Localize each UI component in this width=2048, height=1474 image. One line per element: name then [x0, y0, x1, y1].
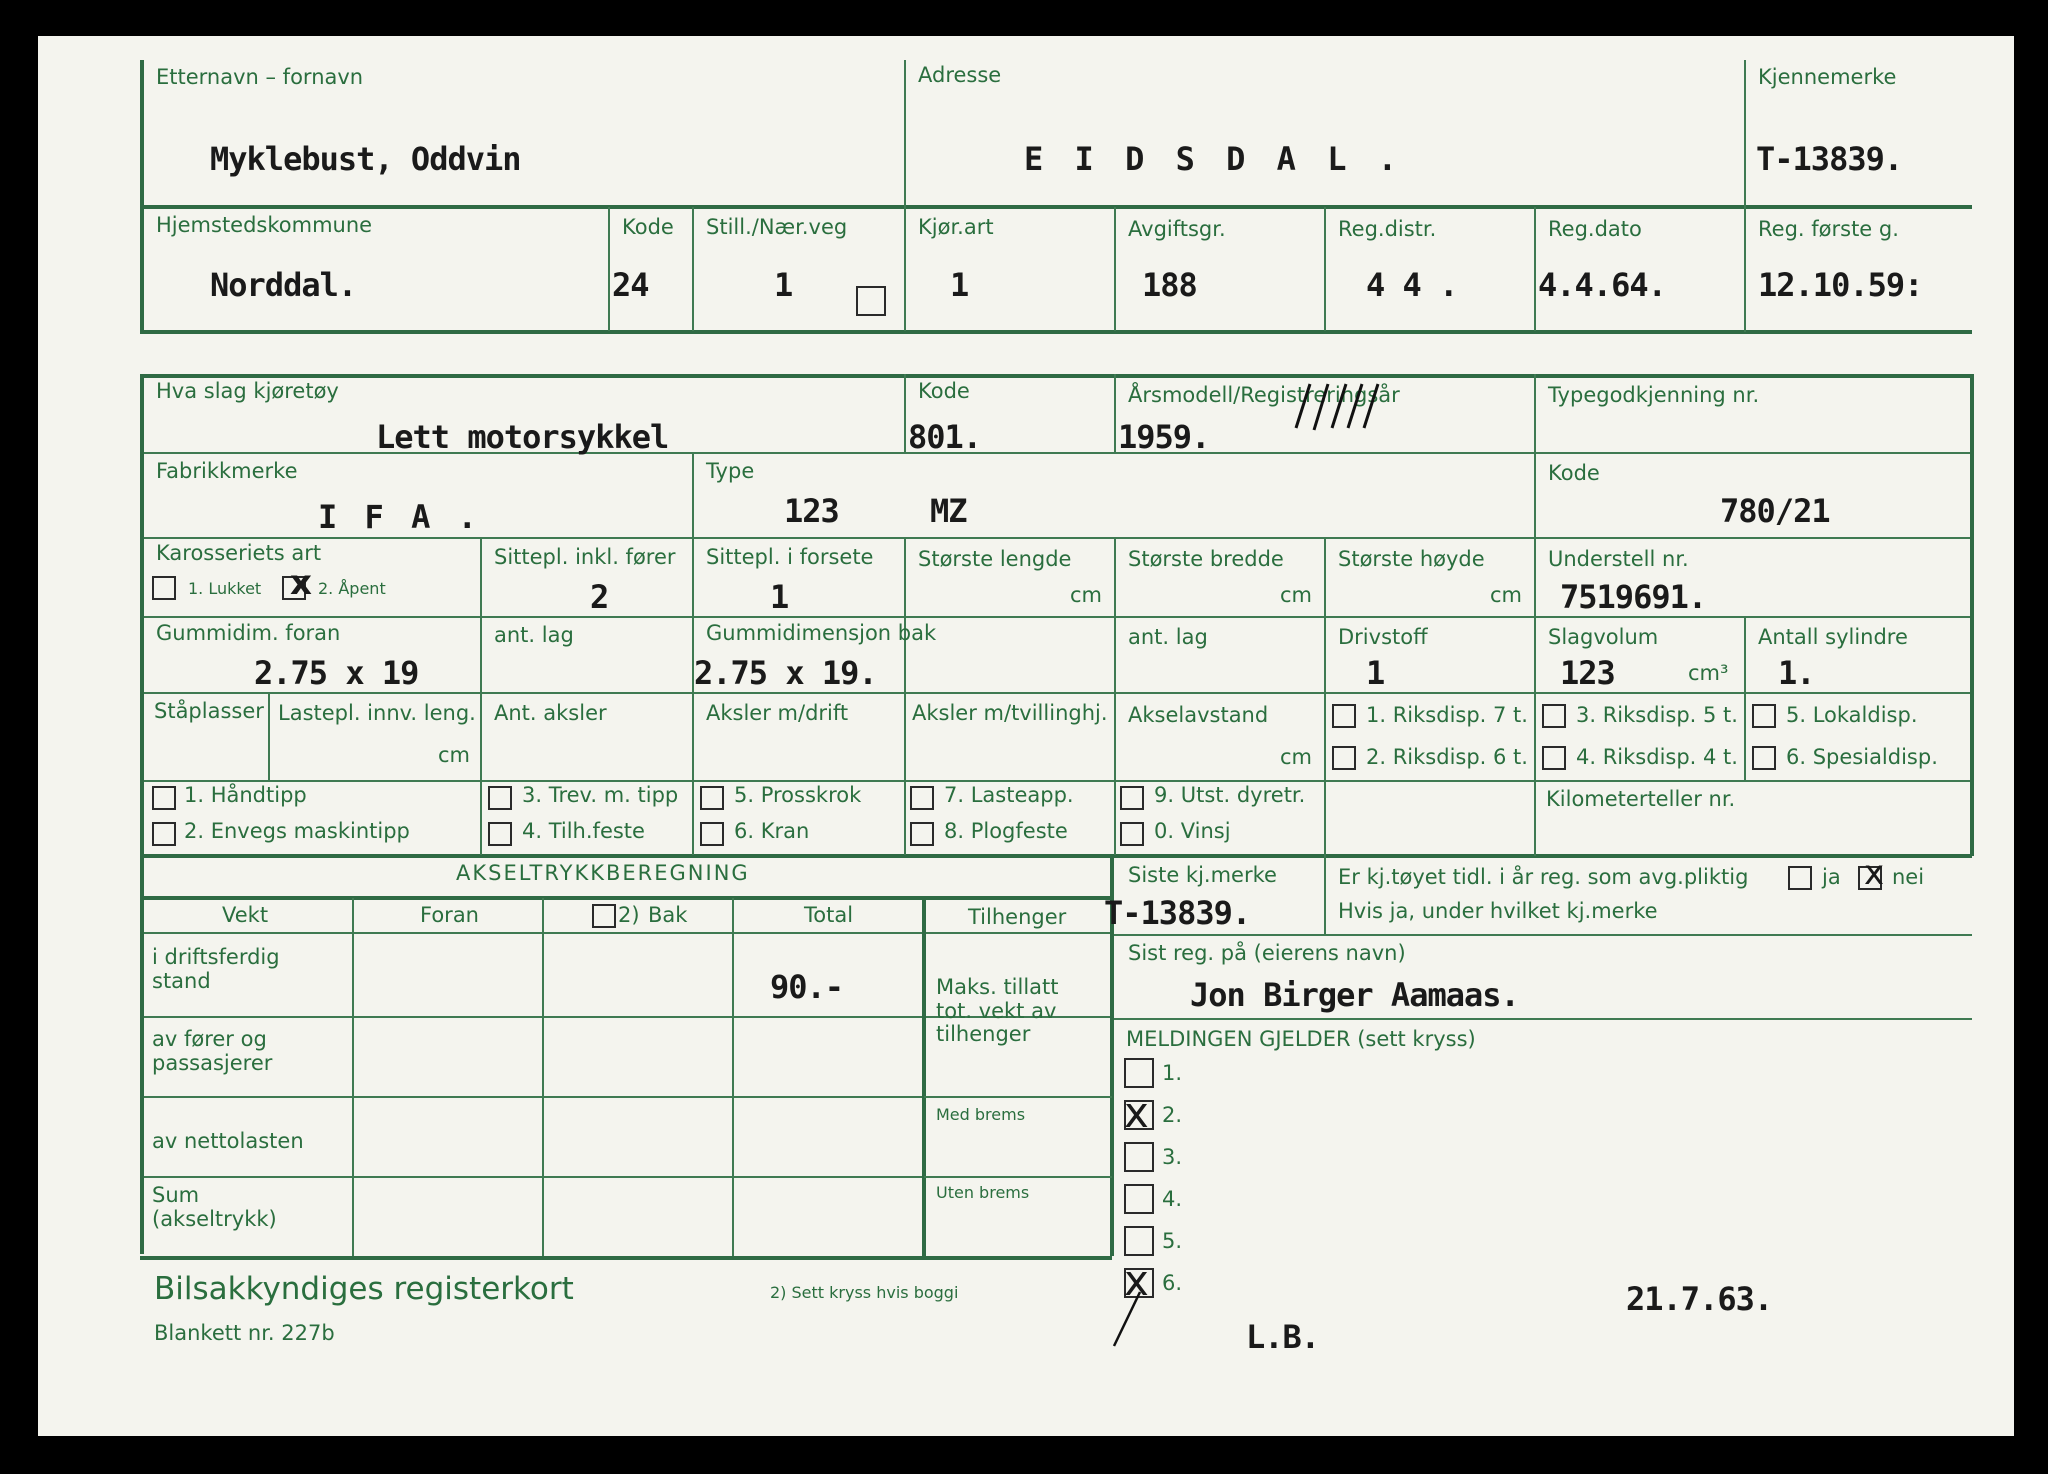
- riks6-checkbox[interactable]: [1752, 746, 1776, 770]
- vrule-still: [692, 207, 694, 331]
- volume-unit: cm³: [1688, 661, 1729, 685]
- rule-top: [140, 205, 1972, 209]
- row-running-order: i driftsferdig stand: [152, 945, 280, 993]
- rear-tyre-value: 2.75 x 19.: [694, 654, 877, 692]
- equip8-label: 8. Plogfeste: [944, 819, 1068, 843]
- regdato-label: Reg.dato: [1548, 217, 1642, 241]
- rule-right-siste: [1110, 934, 1972, 936]
- initials: L.B.: [1246, 1318, 1320, 1356]
- rule-table-top: [140, 896, 1112, 900]
- equip3-label: 3. Trev. m. tipp: [522, 783, 679, 807]
- equip3-checkbox[interactable]: [488, 786, 512, 810]
- vrule-left-top: [140, 60, 144, 332]
- riks1-checkbox[interactable]: [1332, 704, 1356, 728]
- vrule-v-typegod: [1534, 374, 1536, 856]
- col-weight: Vekt: [222, 903, 269, 927]
- message1-label: 1.: [1162, 1061, 1183, 1085]
- equip5-checkbox[interactable]: [700, 786, 724, 810]
- rule-tyres-bottom: [140, 692, 1972, 694]
- vrule-v-kode: [904, 374, 906, 454]
- vrule-regdato: [1534, 207, 1536, 331]
- vrule-stap: [268, 692, 270, 782]
- rule-table-bottom: [140, 1256, 1112, 1260]
- vrule-t4: [922, 898, 926, 1256]
- vrule-regdistr: [1324, 207, 1326, 331]
- col-total: Total: [804, 903, 854, 927]
- front-tyre-value: 2.75 x 19: [254, 654, 419, 692]
- plate-value: T-13839.: [1756, 140, 1903, 178]
- kind-code-value: 801.: [908, 418, 982, 456]
- cylinders-label: Antall sylindre: [1758, 625, 1908, 649]
- type-value-2: MZ: [930, 492, 967, 530]
- first-reg-label: Reg. første g.: [1758, 217, 1899, 241]
- equip1-label: 1. Håndtipp: [184, 783, 307, 807]
- name-label: Etternavn – fornavn: [156, 65, 364, 89]
- vrule-plate: [1744, 60, 1746, 332]
- rule-axles-bottom: [140, 780, 1972, 782]
- length-unit: cm: [1070, 583, 1103, 607]
- message2-label: 2.: [1162, 1103, 1183, 1127]
- message3-checkbox[interactable]: [1124, 1142, 1154, 1172]
- rule-trailer-nobrake: [924, 1176, 1112, 1178]
- col-front: Foran: [420, 903, 479, 927]
- standing-label: Ståplasser: [154, 699, 264, 723]
- plate-label: Kjennemerke: [1758, 65, 1897, 89]
- equip4-label: 4. Tilh.feste: [522, 819, 645, 843]
- rear-tyre-label: Gummidimensjon bak: [706, 621, 937, 645]
- length-label: Største lengde: [918, 547, 1072, 571]
- equip8-checkbox[interactable]: [910, 822, 934, 846]
- year-label: Årsmodell/Registreringsår: [1128, 383, 1400, 407]
- vrule-t1: [352, 898, 354, 1256]
- closed-label: 1. Lukket: [188, 579, 262, 598]
- wheelbase-label: Akselavstand: [1128, 703, 1269, 727]
- equip6-checkbox[interactable]: [700, 822, 724, 846]
- equip0-checkbox[interactable]: [1120, 822, 1144, 846]
- kind-value: Lett motorsykkel: [376, 418, 669, 456]
- type-label: Type: [706, 459, 755, 483]
- register-card: [38, 36, 2014, 1436]
- riks2-label: 2. Riksdisp. 6 t.: [1366, 745, 1528, 769]
- message2-mark: x: [1124, 1088, 1149, 1137]
- first-reg-value: 12.10.59:: [1758, 266, 1923, 304]
- bogie-checkbox[interactable]: [592, 904, 616, 928]
- kind-code-label: Kode: [918, 379, 970, 403]
- trailer-brake: Med brems: [936, 1105, 1026, 1124]
- trailer-max: Maks. tillatt tot. vekt av tilhenger: [936, 975, 1059, 1047]
- front-seats-label: Sittepl. i forsete: [706, 545, 874, 569]
- kjorart-label: Kjør.art: [918, 215, 994, 239]
- municipality-value: Norddal.: [210, 266, 357, 304]
- still-value: 1: [774, 266, 793, 304]
- rule-trailer-brake: [924, 1096, 1112, 1098]
- message-label: MELDINGEN GJELDER (sett kryss): [1126, 1027, 1476, 1051]
- vrule-b3: [904, 537, 906, 855]
- address-label: Adresse: [918, 63, 1002, 87]
- message5-checkbox[interactable]: [1124, 1226, 1154, 1256]
- equip1-checkbox[interactable]: [152, 786, 176, 810]
- seats-label: Sittepl. inkl. fører: [494, 545, 676, 569]
- vrule-b4: [1114, 537, 1116, 855]
- width-unit: cm: [1280, 583, 1313, 607]
- vrule-t2: [542, 898, 544, 1256]
- row-driver-pass: av fører og passasjerer: [152, 1027, 273, 1075]
- closed-checkbox[interactable]: [152, 576, 176, 600]
- card-date: 21.7.63.: [1626, 1280, 1773, 1318]
- still-checkbox[interactable]: [856, 286, 886, 316]
- height-unit: cm: [1490, 583, 1523, 607]
- code-value: 24: [612, 266, 649, 304]
- make-value: I F A .: [318, 498, 481, 536]
- equip9-label: 9. Utst. dyretr.: [1154, 783, 1306, 807]
- prev-reg-question: Er kj.tøyet tidl. i år reg. som avg.pliktig: [1338, 865, 1749, 889]
- rule-table-header: [140, 932, 1112, 934]
- cylinders-value: 1.: [1778, 654, 1815, 692]
- last-owner-value: Jon Birger Aamaas.: [1190, 976, 1519, 1014]
- make-code-value: 780/21: [1720, 492, 1830, 530]
- riks4-label: 4. Riksdisp. 4 t.: [1576, 745, 1738, 769]
- avgift-label: Avgiftsgr.: [1128, 217, 1226, 241]
- prev-reg-question-2: Hvis ja, under hvilket kj.merke: [1338, 899, 1658, 923]
- fuel-label: Drivstoff: [1338, 625, 1428, 649]
- rule-row2-bottom: [140, 330, 1972, 334]
- avgift-value: 188: [1142, 266, 1197, 304]
- still-label: Still./Nær.veg: [706, 215, 848, 239]
- message3-label: 3.: [1162, 1145, 1183, 1169]
- message4-checkbox[interactable]: [1124, 1184, 1154, 1214]
- row-running-order-total: 90.-: [770, 968, 844, 1006]
- volume-label: Slagvolum: [1548, 625, 1659, 649]
- vrule-left-main: [140, 374, 144, 1254]
- chassis-label: Understell nr.: [1548, 547, 1689, 571]
- trailer-nobrake: Uten brems: [936, 1183, 1030, 1202]
- rule-vehicle-top: [140, 374, 1972, 378]
- vrule-right-edge: [1970, 374, 1974, 856]
- equip9-checkbox[interactable]: [1120, 786, 1144, 810]
- message6-mark: x: [1124, 1256, 1149, 1305]
- prev-reg-nei: nei: [1892, 865, 1925, 889]
- riks1-label: 1. Riksdisp. 7 t.: [1366, 703, 1528, 727]
- regdistr-label: Reg.distr.: [1338, 217, 1437, 241]
- address-value: E I D S D A L .: [1024, 140, 1403, 178]
- riks3-label: 3. Riksdisp. 5 t.: [1576, 703, 1738, 727]
- chassis-value: 7519691.: [1560, 578, 1707, 616]
- axle-calc-title: AKSELTRYKKBEREGNING: [456, 861, 750, 885]
- riks6-label: 6. Spesialdisp.: [1786, 745, 1938, 769]
- last-owner-label: Sist reg. på (eierens navn): [1128, 941, 1406, 965]
- front-seats-value: 1: [770, 578, 789, 616]
- bogie-note: 2) Sett kryss hvis boggi: [770, 1283, 959, 1302]
- form-number: Blankett nr. 227b: [154, 1321, 335, 1345]
- equip6-label: 6. Kran: [734, 819, 810, 843]
- message6-label: 6.: [1162, 1271, 1183, 1295]
- vrule-r-mid: [1324, 854, 1326, 936]
- kjorart-value: 1: [950, 266, 969, 304]
- wheelbase-unit: cm: [1280, 745, 1313, 769]
- open-checkbox-mark: x: [290, 563, 312, 603]
- equip0-label: 0. Vinsj: [1154, 819, 1231, 843]
- type-approval-label: Typegodkjenning nr.: [1548, 383, 1760, 407]
- vrule-avgift: [1114, 207, 1116, 331]
- kind-label: Hva slag kjøretøy: [156, 379, 339, 403]
- body-type-label: Karosseriets art: [156, 541, 322, 565]
- riks2-checkbox[interactable]: [1332, 746, 1356, 770]
- equip7-label: 7. Lasteapp.: [944, 783, 1074, 807]
- code-label: Kode: [622, 215, 674, 239]
- vrule-t3: [732, 898, 734, 1256]
- rule-body-bottom: [140, 616, 1972, 618]
- equip4-checkbox[interactable]: [488, 822, 512, 846]
- regdistr-value: 4 4 .: [1366, 266, 1458, 304]
- type-value: 123: [784, 492, 839, 530]
- message6-pen-stroke: [1108, 1290, 1148, 1350]
- last-plate-label: Siste kj.merke: [1128, 863, 1277, 887]
- vrule-kode: [608, 207, 610, 331]
- message4-label: 4.: [1162, 1187, 1183, 1211]
- axles-count-label: Ant. aksler: [494, 701, 607, 725]
- col-rear: Bak: [648, 903, 688, 927]
- open-label: 2. Åpent: [318, 579, 386, 598]
- equip2-checkbox[interactable]: [152, 822, 176, 846]
- riks5-checkbox[interactable]: [1752, 704, 1776, 728]
- vrule-b7: [1744, 616, 1746, 782]
- cargo-length-unit: cm: [438, 743, 471, 767]
- vrule-b2: [692, 537, 694, 855]
- last-plate-value: T-13839.: [1104, 894, 1251, 932]
- width-label: Største bredde: [1128, 547, 1284, 571]
- year-label-strike: [1286, 378, 1382, 434]
- equip7-checkbox[interactable]: [910, 786, 934, 810]
- row-net-load: av nettolasten: [152, 1129, 304, 1153]
- prev-reg-nei-mark: x: [1864, 853, 1885, 893]
- prev-reg-ja-checkbox[interactable]: [1788, 866, 1812, 890]
- name-value: Myklebust, Oddvin: [210, 140, 521, 178]
- message1-checkbox[interactable]: [1124, 1058, 1154, 1088]
- equip2-label: 2. Envegs maskintipp: [184, 819, 410, 843]
- rear-layers-label: ant. lag: [1128, 625, 1208, 649]
- fuel-value: 1: [1366, 654, 1385, 692]
- riks5-label: 5. Lokaldisp.: [1786, 703, 1918, 727]
- front-tyre-label: Gummidim. foran: [156, 621, 341, 645]
- cargo-length-label: Lastepl. innv. leng.: [278, 701, 476, 725]
- make-code-label: Kode: [1548, 461, 1600, 485]
- riks3-checkbox[interactable]: [1542, 704, 1566, 728]
- vrule-kjorart: [904, 207, 906, 331]
- rule-equip-bottom: [140, 854, 1972, 858]
- equip5-label: 5. Prosskrok: [734, 783, 862, 807]
- col-trailer: Tilhenger: [968, 905, 1067, 929]
- twin-axles-label: Aksler m/tvillinghj.: [912, 701, 1108, 725]
- drive-axles-label: Aksler m/drift: [706, 701, 849, 725]
- rule-make-bottom: [140, 537, 1972, 539]
- col-rear-note: 2): [618, 903, 640, 927]
- prev-reg-ja: ja: [1822, 865, 1841, 889]
- regdato-value: 4.4.64.: [1538, 266, 1666, 304]
- form-title: Bilsakkyndiges registerkort: [154, 1271, 574, 1307]
- vrule-v-year: [1114, 374, 1116, 454]
- message5-label: 5.: [1162, 1229, 1183, 1253]
- municipality-label: Hjemstedskommune: [156, 213, 373, 237]
- front-layers-label: ant. lag: [494, 623, 574, 647]
- volume-value: 123: [1560, 654, 1615, 692]
- seats-value: 2: [590, 578, 609, 616]
- height-label: Største høyde: [1338, 547, 1485, 571]
- vrule-b5: [1324, 537, 1326, 855]
- year-value: 1959.: [1118, 418, 1210, 456]
- riks4-checkbox[interactable]: [1542, 746, 1566, 770]
- odometer-label: Kilometerteller nr.: [1546, 787, 1736, 811]
- vrule-type: [692, 452, 694, 538]
- vrule-b1: [480, 537, 482, 855]
- rule-right-owner: [1110, 1018, 1972, 1020]
- vrule-address: [904, 60, 906, 208]
- row-sum: Sum (akseltrykk): [152, 1183, 277, 1231]
- make-label: Fabrikkmerke: [156, 459, 298, 483]
